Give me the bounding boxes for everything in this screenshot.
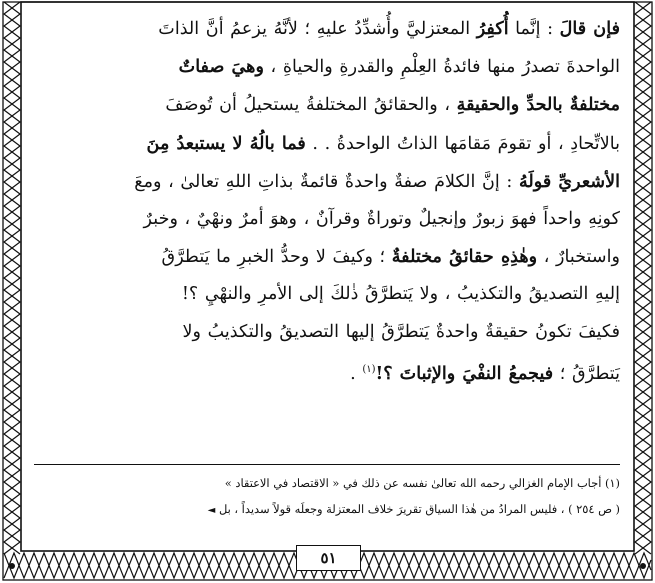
- footnote-line-2-text: ( ص ٢٥٤ ) ، فليس المرادُ من هٰذا السياق تقريرَ خلاف المعتزلة وجعلَه قولاً سديداً ، بل: [218, 502, 620, 516]
- bold-phrase: الأشعريِّ قولَهُ: [518, 170, 620, 192]
- text-run: ؛ وكيفَ لا وحدُّ الخبرِ ما يَتطرَّقُ: [161, 247, 392, 268]
- text-run: .: [350, 363, 363, 384]
- bold-phrase: أُكفِرُ: [476, 18, 509, 39]
- text-run: بالاتِّحادِ ، أو تقومَ مَقامَها الذاتُ الواحدةُ . .: [305, 133, 620, 154]
- bold-phrase: مختلفةٌ بالحدِّ والحقيقةِ: [456, 94, 620, 116]
- footnote-marker[interactable]: (١): [362, 363, 376, 375]
- text-line: [34, 48, 620, 86]
- main-text: [34, 10, 620, 465]
- page-number: ٥١: [296, 545, 361, 571]
- continuation-arrow-icon: ◄: [207, 505, 216, 516]
- text-run: المعتزليَّ وأُشدِّدُ عليهِ ؛ لأنَّهُ يزعمُ أنَّ الذاتَ: [158, 19, 477, 39]
- text-run: الواحدةَ تصدرُ منها فائدةُ العِلْمِ والقدرةِ والحياةِ ،: [263, 57, 620, 78]
- footnote: [34, 470, 620, 524]
- text-run: ، والحقائقُ المختلفةُ يستحيلُ أن تُوصَفَ: [165, 95, 457, 116]
- text-line: [34, 276, 620, 313]
- text-run: كونِهِ واحداً فهوَ زبورٌ وإنجيلٌ وتوراةٌ وقرآنٌ ، وهوَ أمرٌ ونهْيٌ ، وخبرٌ: [143, 209, 620, 230]
- text-run: : إنَّ الكلامَ صفةٌ واحدةٌ قائمةٌ بذاتِ اللهِ تعالىٰ ، ومعَ: [134, 171, 519, 192]
- text-line: [34, 238, 620, 276]
- text-line: [34, 125, 620, 163]
- text-line: [34, 86, 620, 124]
- text-run: : إنَّما: [508, 19, 560, 39]
- text-line: [34, 201, 620, 238]
- footnote-line-1: (١) أجاب الإمام الغزالي رحمه الله تعالىٰ نفسه عن ذلك في « الاقتصاد في الاعتقاد »: [224, 476, 620, 490]
- bold-phrase: فيجمعُ النفْيَ والإثباتَ ؟!: [375, 362, 554, 384]
- text-run: واستخبارٌ ،: [537, 247, 620, 268]
- text-run: يَتطرَّقُ ؛: [553, 363, 620, 384]
- bold-phrase: فإن قالَ: [559, 18, 620, 39]
- bold-phrase: وهٰذِهِ حقائقُ مختلفةٌ: [391, 246, 538, 268]
- bold-phrase: فما بالُهُ لا يستبعدُ مِنَ: [146, 132, 306, 154]
- text-line: [34, 163, 620, 201]
- footnote-line-2: [34, 496, 620, 524]
- text-line: [34, 10, 620, 48]
- text-run: إليهِ التصديقُ والتكذيبُ ، ولا يَتطرَّقُ ذٰلكَ إلى الأمرِ والنهْيِ ؟!: [181, 284, 620, 305]
- text-line: [34, 314, 620, 351]
- text-run: فكيفَ تكونُ حقيقةٌ واحدةٌ يَتطرَّقُ إليها التصديقُ والتكذيبُ ولا: [182, 321, 620, 342]
- text-line: [34, 351, 620, 393]
- footnote-separator: [34, 464, 620, 465]
- bold-phrase: وهيَ صفاتٌ: [178, 56, 264, 78]
